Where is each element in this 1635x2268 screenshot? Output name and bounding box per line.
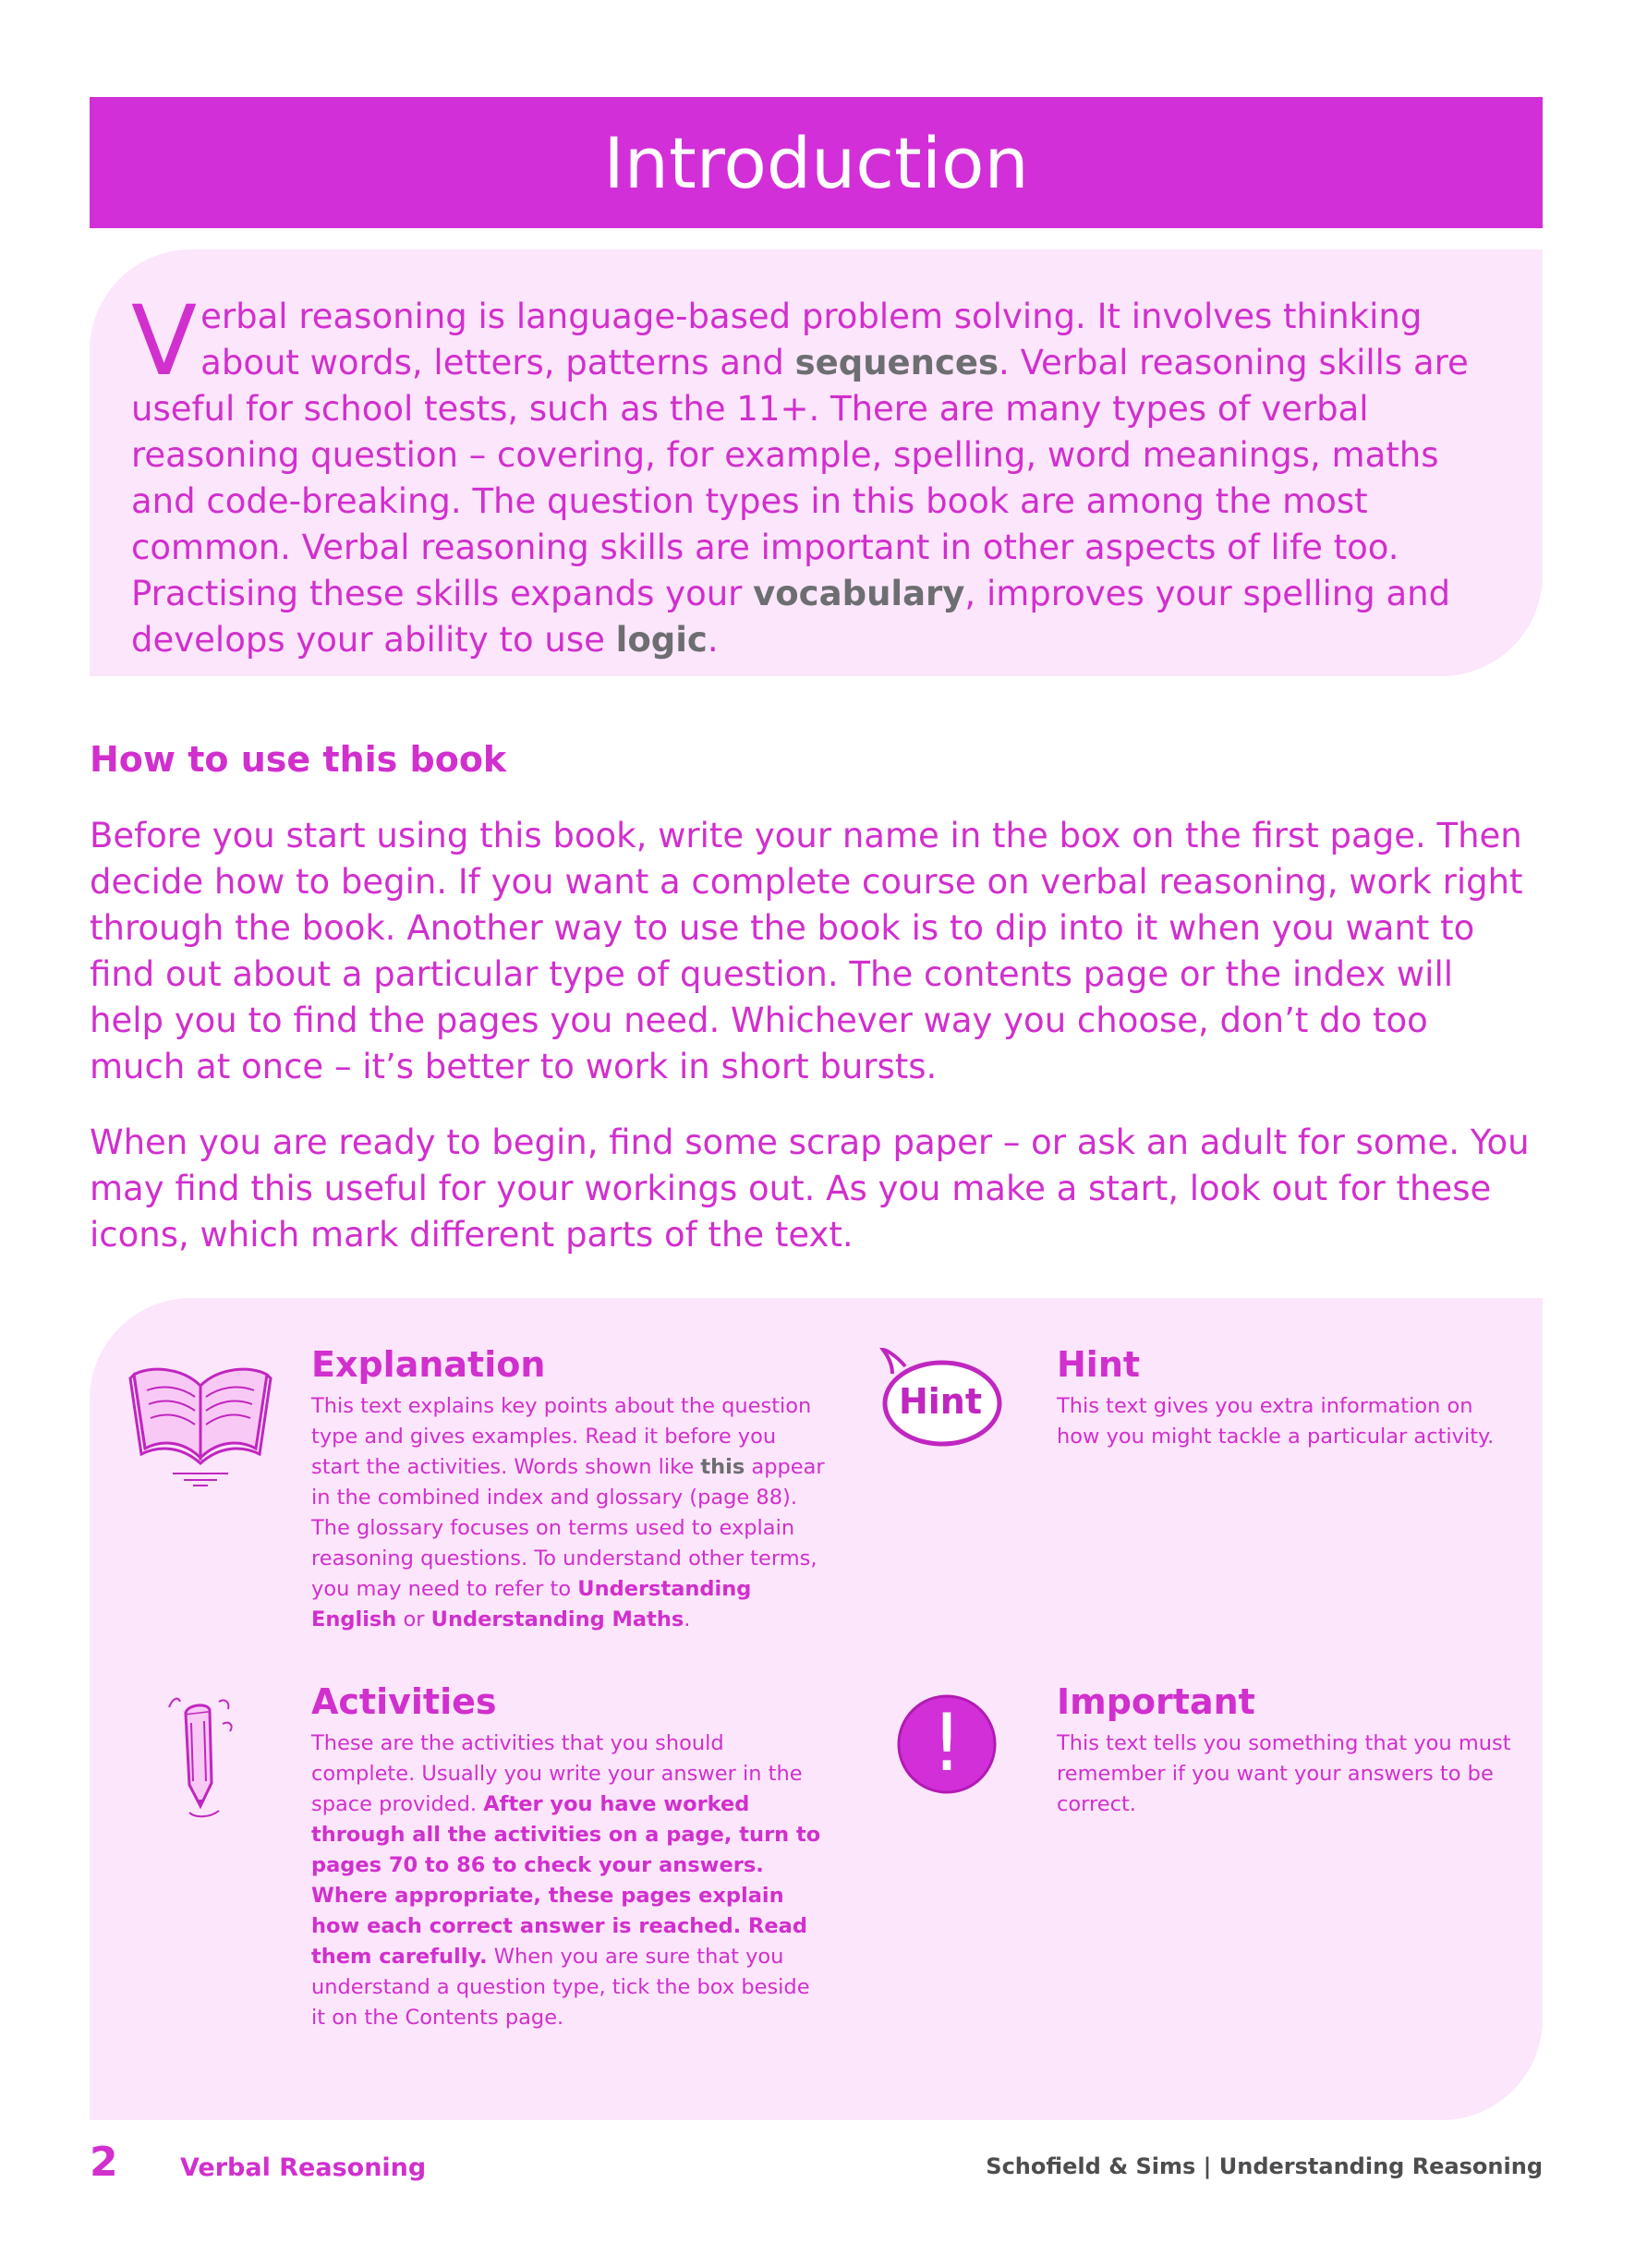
how-to-heading: How to use this book [90,739,507,780]
footer-publisher: Schofield & Sims | Understanding Reasoning [986,2153,1543,2179]
intro-text-1: erbal reasoning is language-based problem solving. It involves thinking about words, letters, patterns and [200,297,1423,382]
how-to-paragraph-1: Before you start using this book, write your name in the box on the first page. Then decide how to begin. If you want a complete course on verbal reasoning, work right through the book. Another way to use the book is to dip into it when you want to find out about a particular type of question. The contents page or the index will help you to find the pages you need. Whichever way you choose, don’t do too much at once – it’s better to work in short bursts. [90,816,1523,1086]
keyword-vocabulary: vocabulary [753,574,965,613]
intro-text-4: . [707,620,719,660]
activities-text [311,1728,829,2033]
activities-text-2: When you are sure that you understand a question type, tick the box beside it on the Contents page. [311,1945,810,2030]
page-title: Introduction [603,121,1029,204]
activities-text-1: These are the activities that you should complete. Usually you write your answer in the space provided. [311,1731,803,1816]
hint-text: This text gives you extra information on how you might tackle a particular activity. [1057,1394,1495,1449]
hint-badge-label: Hint [898,1381,983,1422]
explanation-text-1: This text explains key points about the question type and gives examples. Read it before you start the activities. Words shown like [311,1394,812,1479]
explanation-ref-maths: Understanding Maths [430,1607,684,1631]
important-text: This text tells you something that you must remember if you want your answers to be correct. [1057,1731,1511,1816]
pencil-icon [164,1691,237,1820]
intro-panel [90,249,1543,676]
explanation-ref-english: Understanding English [311,1577,752,1631]
explanation-keyword-this: this [700,1455,745,1479]
keyword-logic: logic [615,620,708,660]
drop-cap: V [131,285,198,397]
activities-check-answers: After you have worked through all the activities on a page, turn to pages 70 to 86 to check your answers. Where appropriate, these pages explain how each correct answer is reached. Read them carefully. [311,1792,821,1969]
keyword-sequences: sequences [794,343,999,382]
how-to-paragraph-2: When you are ready to begin, find some scrap paper – or ask an adult for some. You may find this useful for your workings out. As you make a start, look out for these icons, which mark different parts of the text. [90,1122,1530,1255]
hint-title: Hint [1057,1344,1141,1385]
icons-panel [90,1298,1543,2120]
explanation-text-3: or [396,1607,431,1631]
important-title: Important [1057,1681,1255,1722]
footer-page-number: 2 [90,2139,118,2186]
explanation-text-4: . [684,1607,691,1631]
title-bar [90,97,1543,228]
intro-text-3: , improves your spelling and develops your ability to use [131,574,1451,660]
footer-book-title: Verbal Reasoning [180,2153,427,2182]
book-icon [127,1349,274,1487]
important-badge-mark: ! [930,1697,963,1789]
intro-paragraph [131,285,1506,663]
intro-text-2: . Verbal reasoning skills are useful for school tests, such as the 11+. There are many types of verbal reasoning question – covering, for example, spelling, word meanings, maths and code-breaking. The question types in this book are among the most common. Verbal reasoning skills are important in other aspects of life too. Practising these skills expands your [131,343,1469,613]
activities-title: Activities [311,1681,497,1722]
explanation-title: Explanation [311,1344,546,1385]
explanation-text-2: appear in the combined index and glossary (page 88). The glossary focuses on terms used to explain reasoning questions. To understand other terms, you may need to refer to [311,1455,825,1601]
explanation-text [311,1391,829,1635]
